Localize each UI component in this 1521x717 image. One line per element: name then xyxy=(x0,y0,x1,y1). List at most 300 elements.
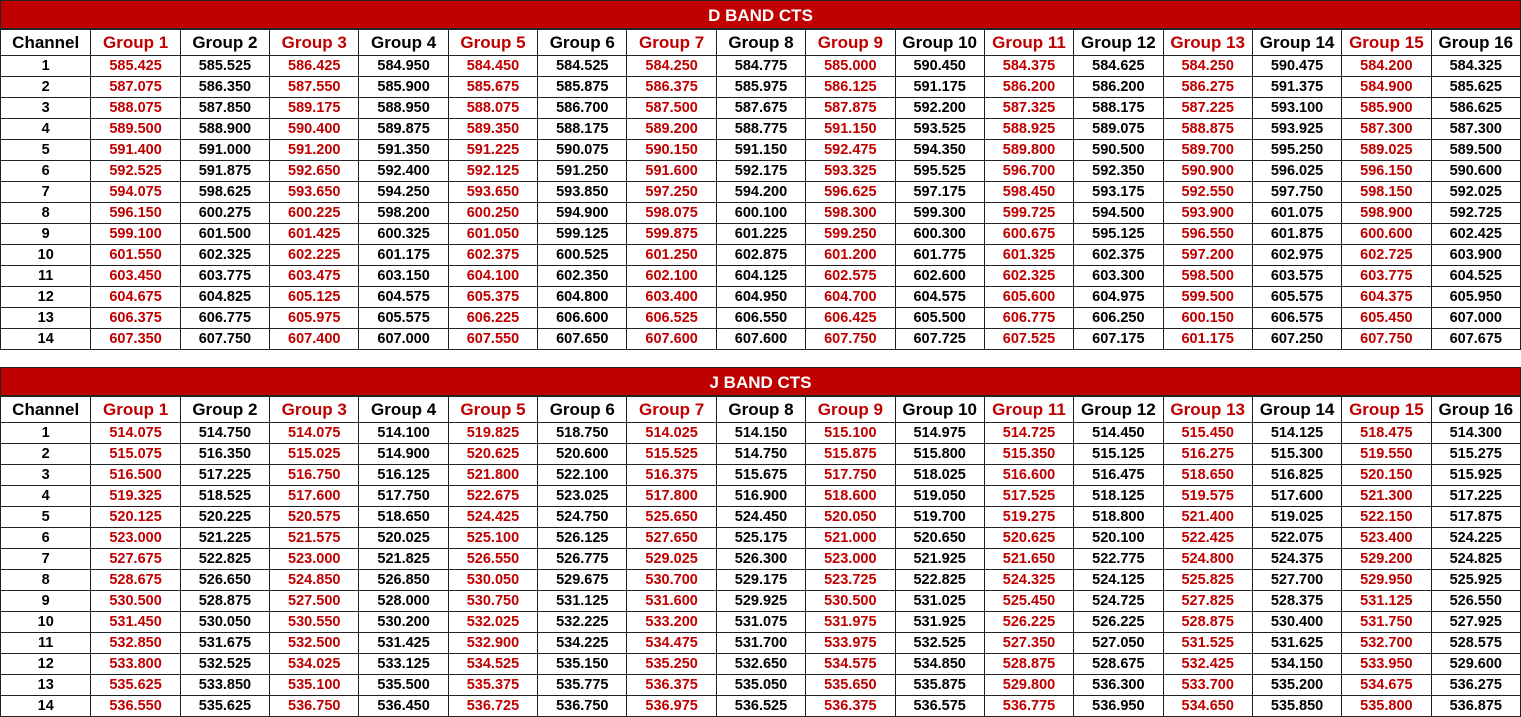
frequency-cell: 604.100 xyxy=(448,266,537,287)
frequency-cell: 600.250 xyxy=(448,203,537,224)
column-header-group-3: Group 3 xyxy=(270,30,359,56)
frequency-cell: 516.475 xyxy=(1074,465,1163,486)
j-band-table xyxy=(0,396,1521,717)
frequency-cell: 520.025 xyxy=(359,528,448,549)
frequency-cell: 605.375 xyxy=(448,287,537,308)
frequency-cell: 527.050 xyxy=(1074,633,1163,654)
channel-cell: 11 xyxy=(1,266,91,287)
channel-cell: 6 xyxy=(1,161,91,182)
frequency-cell: 589.025 xyxy=(1342,140,1431,161)
frequency-cell: 584.250 xyxy=(627,56,716,77)
frequency-cell: 524.850 xyxy=(270,570,359,591)
frequency-cell: 603.400 xyxy=(627,287,716,308)
frequency-cell: 595.250 xyxy=(1252,140,1341,161)
frequency-cell: 523.000 xyxy=(270,549,359,570)
frequency-cell: 526.225 xyxy=(1074,612,1163,633)
frequency-cell: 532.650 xyxy=(716,654,805,675)
frequency-cell: 514.750 xyxy=(716,444,805,465)
frequency-cell: 518.600 xyxy=(806,486,895,507)
column-header-group-9: Group 9 xyxy=(806,30,895,56)
column-header-group-14: Group 14 xyxy=(1252,397,1341,423)
frequency-cell: 597.250 xyxy=(627,182,716,203)
frequency-cell: 590.600 xyxy=(1431,161,1520,182)
frequency-cell: 607.350 xyxy=(91,329,180,350)
frequency-cell: 592.550 xyxy=(1163,182,1252,203)
frequency-cell: 514.725 xyxy=(984,423,1073,444)
frequency-cell: 591.250 xyxy=(538,161,627,182)
frequency-cell: 521.225 xyxy=(180,528,269,549)
frequency-cell: 530.500 xyxy=(91,591,180,612)
column-header-group-6: Group 6 xyxy=(538,30,627,56)
column-header-group-4: Group 4 xyxy=(359,397,448,423)
table-row xyxy=(1,203,1521,224)
table-row xyxy=(1,528,1521,549)
frequency-cell: 529.925 xyxy=(716,591,805,612)
frequency-cell: 521.400 xyxy=(1163,507,1252,528)
column-header-group-12: Group 12 xyxy=(1074,30,1163,56)
frequency-cell: 591.375 xyxy=(1252,77,1341,98)
frequency-cell: 527.825 xyxy=(1163,591,1252,612)
frequency-cell: 524.750 xyxy=(538,507,627,528)
frequency-cell: 518.025 xyxy=(895,465,984,486)
frequency-cell: 532.025 xyxy=(448,612,537,633)
frequency-cell: 590.475 xyxy=(1252,56,1341,77)
frequency-cell: 605.600 xyxy=(984,287,1073,308)
frequency-cell: 532.900 xyxy=(448,633,537,654)
frequency-cell: 599.125 xyxy=(538,224,627,245)
column-header-group-16: Group 16 xyxy=(1431,30,1520,56)
frequency-cell: 521.000 xyxy=(806,528,895,549)
frequency-cell: 526.550 xyxy=(448,549,537,570)
column-header-channel: Channel xyxy=(1,397,91,423)
frequency-cell: 526.650 xyxy=(180,570,269,591)
frequency-cell: 536.875 xyxy=(1431,696,1520,717)
frequency-cell: 601.775 xyxy=(895,245,984,266)
frequency-cell: 514.900 xyxy=(359,444,448,465)
column-header-group-5: Group 5 xyxy=(448,30,537,56)
column-header-group-6: Group 6 xyxy=(538,397,627,423)
frequency-cell: 588.875 xyxy=(1163,119,1252,140)
frequency-cell: 519.325 xyxy=(91,486,180,507)
table-row xyxy=(1,633,1521,654)
frequency-cell: 535.050 xyxy=(716,675,805,696)
channel-cell: 10 xyxy=(1,612,91,633)
frequency-cell: 586.350 xyxy=(180,77,269,98)
column-header-group-11: Group 11 xyxy=(984,30,1073,56)
frequency-cell: 515.875 xyxy=(806,444,895,465)
frequency-cell: 598.900 xyxy=(1342,203,1431,224)
frequency-cell: 531.525 xyxy=(1163,633,1252,654)
channel-cell: 13 xyxy=(1,675,91,696)
frequency-cell: 528.875 xyxy=(984,654,1073,675)
frequency-cell: 589.075 xyxy=(1074,119,1163,140)
frequency-cell: 516.825 xyxy=(1252,465,1341,486)
frequency-cell: 584.200 xyxy=(1342,56,1431,77)
frequency-cell: 528.875 xyxy=(180,591,269,612)
frequency-cell: 532.850 xyxy=(91,633,180,654)
frequency-cell: 591.000 xyxy=(180,140,269,161)
frequency-cell: 587.550 xyxy=(270,77,359,98)
frequency-cell: 606.575 xyxy=(1252,308,1341,329)
frequency-cell: 604.825 xyxy=(180,287,269,308)
channel-cell: 11 xyxy=(1,633,91,654)
frequency-cell: 536.550 xyxy=(91,696,180,717)
frequency-cell: 602.225 xyxy=(270,245,359,266)
frequency-cell: 604.950 xyxy=(716,287,805,308)
frequency-cell: 597.175 xyxy=(895,182,984,203)
frequency-cell: 523.025 xyxy=(538,486,627,507)
frequency-cell: 607.550 xyxy=(448,329,537,350)
frequency-cell: 587.675 xyxy=(716,98,805,119)
table-row xyxy=(1,77,1521,98)
frequency-cell: 604.800 xyxy=(538,287,627,308)
frequency-cell: 524.325 xyxy=(984,570,1073,591)
frequency-cell: 525.175 xyxy=(716,528,805,549)
frequency-cell: 605.450 xyxy=(1342,308,1431,329)
frequency-cell: 601.325 xyxy=(984,245,1073,266)
frequency-cell: 590.150 xyxy=(627,140,716,161)
frequency-cell: 514.075 xyxy=(91,423,180,444)
frequency-cell: 524.225 xyxy=(1431,528,1520,549)
frequency-cell: 526.550 xyxy=(1431,591,1520,612)
frequency-cell: 524.825 xyxy=(1431,549,1520,570)
frequency-cell: 590.500 xyxy=(1074,140,1163,161)
frequency-cell: 520.625 xyxy=(984,528,1073,549)
frequency-cell: 527.500 xyxy=(270,591,359,612)
frequency-cell: 593.925 xyxy=(1252,119,1341,140)
frequency-cell: 592.725 xyxy=(1431,203,1520,224)
column-header-group-1: Group 1 xyxy=(91,397,180,423)
frequency-cell: 591.400 xyxy=(91,140,180,161)
frequency-cell: 515.450 xyxy=(1163,423,1252,444)
column-header-group-11: Group 11 xyxy=(984,397,1073,423)
frequency-cell: 522.150 xyxy=(1342,507,1431,528)
frequency-cell: 516.600 xyxy=(984,465,1073,486)
frequency-cell: 529.800 xyxy=(984,675,1073,696)
frequency-cell: 584.250 xyxy=(1163,56,1252,77)
frequency-cell: 529.175 xyxy=(716,570,805,591)
frequency-cell: 607.725 xyxy=(895,329,984,350)
frequency-cell: 534.650 xyxy=(1163,696,1252,717)
frequency-cell: 604.575 xyxy=(359,287,448,308)
frequency-cell: 535.625 xyxy=(180,696,269,717)
frequency-cell: 592.125 xyxy=(448,161,537,182)
frequency-cell: 525.450 xyxy=(984,591,1073,612)
table-row xyxy=(1,308,1521,329)
frequency-cell: 607.400 xyxy=(270,329,359,350)
frequency-cell: 590.450 xyxy=(895,56,984,77)
frequency-cell: 599.725 xyxy=(984,203,1073,224)
frequency-cell: 515.075 xyxy=(91,444,180,465)
frequency-cell: 602.325 xyxy=(984,266,1073,287)
frequency-cell: 514.075 xyxy=(270,423,359,444)
table-row xyxy=(1,266,1521,287)
frequency-cell: 606.425 xyxy=(806,308,895,329)
frequency-cell: 517.750 xyxy=(359,486,448,507)
frequency-cell: 536.575 xyxy=(895,696,984,717)
frequency-cell: 603.475 xyxy=(270,266,359,287)
frequency-cell: 518.125 xyxy=(1074,486,1163,507)
frequency-cell: 527.700 xyxy=(1252,570,1341,591)
frequency-cell: 517.225 xyxy=(1431,486,1520,507)
frequency-cell: 533.850 xyxy=(180,675,269,696)
frequency-cell: 516.375 xyxy=(627,465,716,486)
frequency-cell: 593.100 xyxy=(1252,98,1341,119)
frequency-cell: 593.325 xyxy=(806,161,895,182)
frequency-cell: 607.600 xyxy=(716,329,805,350)
table-row xyxy=(1,119,1521,140)
table-row xyxy=(1,696,1521,717)
frequency-cell: 531.025 xyxy=(895,591,984,612)
frequency-cell: 515.800 xyxy=(895,444,984,465)
frequency-cell: 520.225 xyxy=(180,507,269,528)
frequency-cell: 603.150 xyxy=(359,266,448,287)
channel-cell: 12 xyxy=(1,654,91,675)
frequency-cell: 532.700 xyxy=(1342,633,1431,654)
frequency-cell: 592.200 xyxy=(895,98,984,119)
frequency-cell: 518.475 xyxy=(1342,423,1431,444)
frequency-cell: 529.200 xyxy=(1342,549,1431,570)
frequency-cell: 600.325 xyxy=(359,224,448,245)
frequency-cell: 586.125 xyxy=(806,77,895,98)
frequency-cell: 588.925 xyxy=(984,119,1073,140)
frequency-cell: 536.775 xyxy=(984,696,1073,717)
frequency-cell: 591.225 xyxy=(448,140,537,161)
frequency-cell: 587.500 xyxy=(627,98,716,119)
frequency-cell: 601.250 xyxy=(627,245,716,266)
frequency-cell: 517.600 xyxy=(1252,486,1341,507)
frequency-cell: 601.200 xyxy=(806,245,895,266)
frequency-cell: 531.425 xyxy=(359,633,448,654)
frequency-cell: 517.800 xyxy=(627,486,716,507)
frequency-cell: 585.875 xyxy=(538,77,627,98)
frequency-cell: 589.175 xyxy=(270,98,359,119)
table-row xyxy=(1,287,1521,308)
frequency-cell: 590.075 xyxy=(538,140,627,161)
frequency-cell: 522.425 xyxy=(1163,528,1252,549)
frequency-cell: 587.225 xyxy=(1163,98,1252,119)
frequency-cell: 514.025 xyxy=(627,423,716,444)
frequency-cell: 605.575 xyxy=(359,308,448,329)
frequency-cell: 530.050 xyxy=(448,570,537,591)
column-header-group-4: Group 4 xyxy=(359,30,448,56)
table-row xyxy=(1,507,1521,528)
frequency-cell: 584.375 xyxy=(984,56,1073,77)
frequency-cell: 528.675 xyxy=(91,570,180,591)
frequency-cell: 591.150 xyxy=(806,119,895,140)
frequency-cell: 588.075 xyxy=(448,98,537,119)
frequency-cell: 599.300 xyxy=(895,203,984,224)
frequency-cell: 532.225 xyxy=(538,612,627,633)
frequency-cell: 599.500 xyxy=(1163,287,1252,308)
frequency-cell: 515.350 xyxy=(984,444,1073,465)
frequency-cell: 585.975 xyxy=(716,77,805,98)
frequency-cell: 599.100 xyxy=(91,224,180,245)
frequency-cell: 536.275 xyxy=(1431,675,1520,696)
frequency-cell: 520.150 xyxy=(1342,465,1431,486)
frequency-cell: 529.600 xyxy=(1431,654,1520,675)
frequency-cell: 535.625 xyxy=(91,675,180,696)
table-row xyxy=(1,56,1521,77)
frequency-cell: 536.300 xyxy=(1074,675,1163,696)
frequency-cell: 516.350 xyxy=(180,444,269,465)
frequency-cell: 518.650 xyxy=(359,507,448,528)
frequency-cell: 606.375 xyxy=(91,308,180,329)
table-row xyxy=(1,549,1521,570)
frequency-cell: 603.300 xyxy=(1074,266,1163,287)
frequency-cell: 531.700 xyxy=(716,633,805,654)
column-header-group-15: Group 15 xyxy=(1342,397,1431,423)
frequency-cell: 535.850 xyxy=(1252,696,1341,717)
frequency-cell: 600.150 xyxy=(1163,308,1252,329)
frequency-cell: 514.125 xyxy=(1252,423,1341,444)
frequency-cell: 588.175 xyxy=(1074,98,1163,119)
frequency-cell: 531.625 xyxy=(1252,633,1341,654)
frequency-cell: 525.925 xyxy=(1431,570,1520,591)
frequency-cell: 591.200 xyxy=(270,140,359,161)
channel-cell: 3 xyxy=(1,465,91,486)
frequency-cell: 515.300 xyxy=(1252,444,1341,465)
frequency-cell: 600.675 xyxy=(984,224,1073,245)
frequency-cell: 534.025 xyxy=(270,654,359,675)
frequency-cell: 519.550 xyxy=(1342,444,1431,465)
column-header-group-7: Group 7 xyxy=(627,397,716,423)
frequency-cell: 598.500 xyxy=(1163,266,1252,287)
frequency-cell: 602.350 xyxy=(538,266,627,287)
frequency-cell: 602.600 xyxy=(895,266,984,287)
frequency-cell: 590.400 xyxy=(270,119,359,140)
frequency-cell: 601.875 xyxy=(1252,224,1341,245)
frequency-cell: 586.275 xyxy=(1163,77,1252,98)
frequency-cell: 524.450 xyxy=(716,507,805,528)
channel-cell: 8 xyxy=(1,203,91,224)
frequency-cell: 516.500 xyxy=(91,465,180,486)
frequency-cell: 524.375 xyxy=(1252,549,1341,570)
frequency-cell: 586.200 xyxy=(1074,77,1163,98)
column-header-group-2: Group 2 xyxy=(180,30,269,56)
table-row xyxy=(1,140,1521,161)
frequency-cell: 532.425 xyxy=(1163,654,1252,675)
d-band-title: D BAND CTS xyxy=(0,0,1521,29)
frequency-cell: 535.100 xyxy=(270,675,359,696)
frequency-cell: 522.825 xyxy=(895,570,984,591)
frequency-cell: 523.000 xyxy=(806,549,895,570)
column-header-group-15: Group 15 xyxy=(1342,30,1431,56)
channel-cell: 4 xyxy=(1,119,91,140)
frequency-cell: 599.875 xyxy=(627,224,716,245)
frequency-cell: 535.375 xyxy=(448,675,537,696)
frequency-cell: 600.225 xyxy=(270,203,359,224)
frequency-cell: 535.775 xyxy=(538,675,627,696)
frequency-cell: 593.175 xyxy=(1074,182,1163,203)
channel-cell: 2 xyxy=(1,444,91,465)
frequency-cell: 514.100 xyxy=(359,423,448,444)
frequency-cell: 592.525 xyxy=(91,161,180,182)
frequency-cell: 585.525 xyxy=(180,56,269,77)
frequency-cell: 596.700 xyxy=(984,161,1073,182)
frequency-cell: 533.200 xyxy=(627,612,716,633)
channel-cell: 2 xyxy=(1,77,91,98)
frequency-cell: 529.025 xyxy=(627,549,716,570)
frequency-cell: 519.050 xyxy=(895,486,984,507)
table-row xyxy=(1,675,1521,696)
frequency-cell: 517.525 xyxy=(984,486,1073,507)
frequency-cell: 585.425 xyxy=(91,56,180,77)
frequency-cell: 520.100 xyxy=(1074,528,1163,549)
frequency-cell: 607.750 xyxy=(806,329,895,350)
table-row xyxy=(1,98,1521,119)
frequency-cell: 607.175 xyxy=(1074,329,1163,350)
frequency-cell: 604.700 xyxy=(806,287,895,308)
frequency-cell: 532.525 xyxy=(180,654,269,675)
frequency-cell: 528.000 xyxy=(359,591,448,612)
frequency-cell: 515.675 xyxy=(716,465,805,486)
channel-cell: 5 xyxy=(1,140,91,161)
frequency-cell: 528.575 xyxy=(1431,633,1520,654)
frequency-cell: 531.975 xyxy=(806,612,895,633)
frequency-cell: 607.600 xyxy=(627,329,716,350)
table-row xyxy=(1,245,1521,266)
frequency-cell: 595.125 xyxy=(1074,224,1163,245)
frequency-cell: 524.800 xyxy=(1163,549,1252,570)
frequency-cell: 517.750 xyxy=(806,465,895,486)
frequency-cell: 524.425 xyxy=(448,507,537,528)
frequency-cell: 602.975 xyxy=(1252,245,1341,266)
frequency-cell: 607.675 xyxy=(1431,329,1520,350)
frequency-cell: 593.900 xyxy=(1163,203,1252,224)
frequency-cell: 531.925 xyxy=(895,612,984,633)
column-header-group-7: Group 7 xyxy=(627,30,716,56)
frequency-cell: 588.175 xyxy=(538,119,627,140)
frequency-cell: 587.075 xyxy=(91,77,180,98)
frequency-cell: 526.300 xyxy=(716,549,805,570)
frequency-cell: 520.125 xyxy=(91,507,180,528)
frequency-cell: 588.775 xyxy=(716,119,805,140)
table-row xyxy=(1,591,1521,612)
frequency-cell: 598.625 xyxy=(180,182,269,203)
frequency-cell: 606.775 xyxy=(180,308,269,329)
frequency-cell: 601.550 xyxy=(91,245,180,266)
frequency-cell: 606.225 xyxy=(448,308,537,329)
frequency-cell: 597.200 xyxy=(1163,245,1252,266)
frequency-cell: 592.650 xyxy=(270,161,359,182)
frequency-cell: 602.725 xyxy=(1342,245,1431,266)
frequency-cell: 584.325 xyxy=(1431,56,1520,77)
frequency-cell: 603.775 xyxy=(180,266,269,287)
frequency-cell: 536.375 xyxy=(806,696,895,717)
j-band-section xyxy=(0,367,1521,717)
channel-cell: 14 xyxy=(1,696,91,717)
frequency-cell: 591.600 xyxy=(627,161,716,182)
frequency-cell: 592.400 xyxy=(359,161,448,182)
frequency-cell: 604.975 xyxy=(1074,287,1163,308)
column-header-group-13: Group 13 xyxy=(1163,30,1252,56)
frequency-cell: 514.300 xyxy=(1431,423,1520,444)
frequency-cell: 589.200 xyxy=(627,119,716,140)
frequency-cell: 521.925 xyxy=(895,549,984,570)
table-row xyxy=(1,161,1521,182)
frequency-cell: 527.925 xyxy=(1431,612,1520,633)
channel-cell: 5 xyxy=(1,507,91,528)
frequency-cell: 526.125 xyxy=(538,528,627,549)
frequency-cell: 530.400 xyxy=(1252,612,1341,633)
frequency-cell: 515.925 xyxy=(1431,465,1520,486)
frequency-cell: 520.575 xyxy=(270,507,359,528)
channel-cell: 8 xyxy=(1,570,91,591)
frequency-cell: 588.075 xyxy=(91,98,180,119)
frequency-cell: 521.300 xyxy=(1342,486,1431,507)
frequency-cell: 527.650 xyxy=(627,528,716,549)
